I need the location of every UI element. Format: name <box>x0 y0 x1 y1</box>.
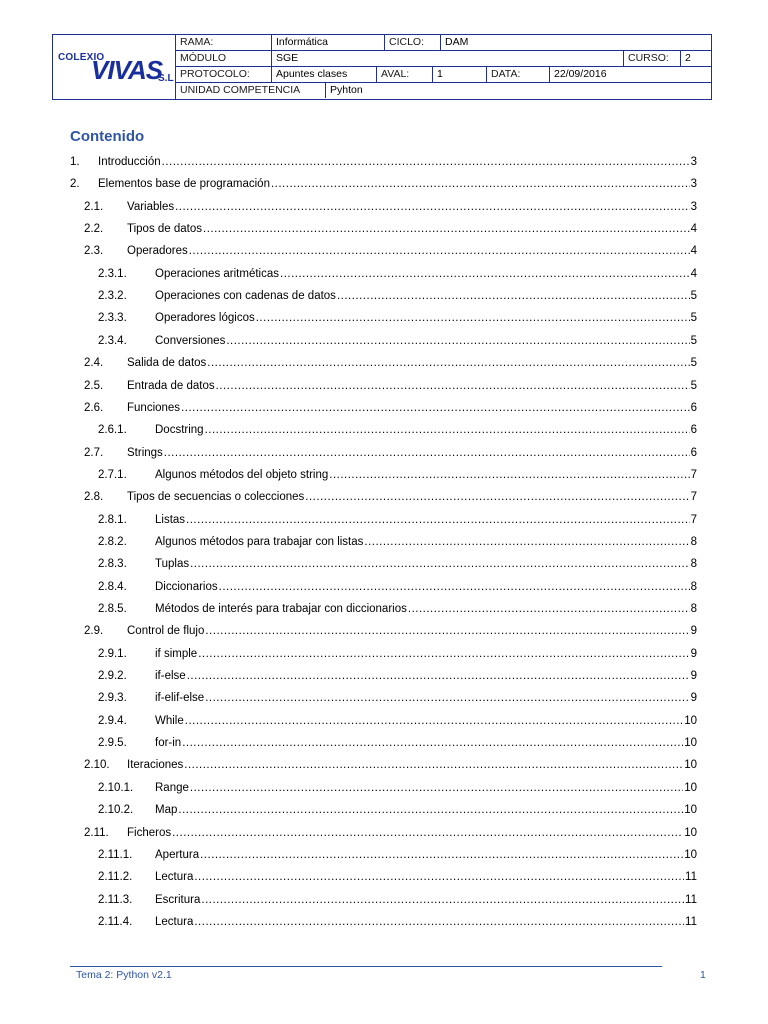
toc-dot-leader <box>205 622 689 640</box>
protocolo-label: PROTOCOLO: <box>176 67 272 82</box>
toc-entry-number: 2.10. <box>84 759 110 772</box>
toc-entry-page: 5 <box>690 290 697 303</box>
toc-entry-page: 10 <box>684 759 697 772</box>
toc-dot-leader <box>205 421 690 439</box>
toc-entry-number: 2.6.1. <box>98 424 127 437</box>
toc-entry-title: Ficheros <box>127 826 172 839</box>
toc-entry-number: 2.4. <box>84 357 104 370</box>
toc-entry[interactable] <box>84 488 697 506</box>
data-label: DATA: <box>487 67 550 82</box>
toc-entry-title: Introducción <box>98 156 161 168</box>
rama-label: RAMA: <box>176 35 272 50</box>
toc-entry-title: Algunos métodos para trabajar con listas <box>155 535 364 548</box>
toc-entry-page: 6 <box>690 446 697 459</box>
ciclo-value: DAM <box>445 36 469 48</box>
toc-entry-title: Apertura <box>155 848 200 861</box>
toc-entry[interactable] <box>70 175 697 193</box>
toc-entry-page: 8 <box>690 603 697 615</box>
toc-dot-leader <box>184 756 683 774</box>
toc-dot-leader <box>201 891 684 909</box>
toc-entry[interactable] <box>84 444 697 462</box>
unidad-value: Pyhton <box>330 84 363 96</box>
toc-entry-title: Tipos de datos <box>127 223 203 236</box>
toc-dot-leader <box>181 399 690 417</box>
toc-entry-page: 11 <box>685 893 697 906</box>
toc-entry-title: for-in <box>155 737 182 750</box>
toc-entry[interactable] <box>98 332 697 350</box>
toc-entry[interactable] <box>98 600 697 618</box>
toc-entry[interactable] <box>84 824 697 842</box>
toc-entry-title: Strings <box>127 446 163 459</box>
toc-entry-page: 7 <box>690 491 697 504</box>
toc-entry-page: 11 <box>685 871 697 884</box>
toc-dot-leader <box>178 801 683 819</box>
toc-entry-number: 2.11.3. <box>98 893 133 906</box>
toc-entry[interactable] <box>98 511 697 529</box>
toc-entry[interactable] <box>98 868 697 886</box>
toc-entry-page: 5 <box>690 357 697 370</box>
toc-entry-number: 2.3.2. <box>98 290 127 303</box>
toc-entry-number: 2.9. <box>84 625 104 638</box>
toc-entry-title: Listas <box>155 513 186 526</box>
toc-entry[interactable] <box>98 846 697 864</box>
toc-entry-page: 10 <box>684 714 697 727</box>
toc-entry-number: 2.5. <box>84 379 104 392</box>
toc-entry-title: Operadores lógicos <box>155 312 255 325</box>
toc-dot-leader <box>198 645 689 663</box>
toc-entry-page: 6 <box>690 401 697 414</box>
toc-entry-number: 2.11.1. <box>98 848 133 861</box>
rama-value: Informática <box>272 35 385 50</box>
toc-entry-number: 2.2. <box>84 223 104 236</box>
toc-entry-title: Lectura <box>155 915 194 928</box>
toc-entry-number: 2.9.4. <box>98 714 127 727</box>
toc-dot-leader <box>164 444 690 462</box>
toc-entry-page: 10 <box>684 826 697 839</box>
toc-dot-leader <box>194 868 684 886</box>
toc-entry-number: 2.8.3. <box>98 558 127 571</box>
toc-entry[interactable] <box>98 779 697 797</box>
toc-entry-title: if-elif-else <box>155 692 205 705</box>
toc-entry-title: Salida de datos <box>127 357 207 370</box>
toc-entry-number: 2.9.2. <box>98 670 127 683</box>
toc-entry[interactable] <box>98 891 697 909</box>
toc-entry-number: 2.8.1. <box>98 513 127 526</box>
toc-entry-page: 3 <box>690 178 697 191</box>
toc-entry-page: 9 <box>690 670 697 683</box>
toc-entry[interactable] <box>98 712 697 730</box>
toc-entry-title: Tipos de secuencias o colecciones <box>127 491 305 504</box>
toc-entry-page: 9 <box>690 647 697 660</box>
toc-entry-page: 6 <box>690 424 697 437</box>
toc-entry-number: 2.3. <box>84 245 104 258</box>
toc-entry-title: Entrada de datos <box>127 379 215 392</box>
toc-dot-leader <box>205 689 689 707</box>
toc-entry[interactable] <box>70 153 697 171</box>
header-row-unidad <box>176 83 711 99</box>
toc-entry-title: Operaciones con cadenas de datos <box>155 290 336 303</box>
toc-entry-page: 3 <box>690 200 697 213</box>
toc-entry[interactable] <box>84 377 697 395</box>
toc-entry[interactable] <box>98 265 697 283</box>
toc-entry[interactable] <box>84 220 697 238</box>
toc-entry-title: Escritura <box>155 893 201 906</box>
toc-dot-leader <box>194 913 684 931</box>
page-number: 1 <box>700 969 706 981</box>
toc-entry-title: Control de flujo <box>127 625 205 638</box>
toc-entry-page: 9 <box>690 625 697 638</box>
toc-dot-leader <box>186 511 690 529</box>
toc-dot-leader <box>187 667 690 685</box>
toc-entry-number: 2.7.1. <box>98 468 127 481</box>
toc-entry-title: While <box>155 714 184 727</box>
toc-entry-number: 2.8.2. <box>98 535 127 548</box>
modulo-value: SGE <box>272 51 624 66</box>
toc-entry-number: 2.8.4. <box>98 580 127 593</box>
modulo-label: MÓDULO <box>176 51 272 66</box>
toc-entry-title: Conversiones <box>155 334 226 347</box>
toc-entry-title: Algunos métodos del objeto string <box>155 468 329 481</box>
toc-entry-title: Tuplas <box>155 558 190 571</box>
unidad-label: UNIDAD COMPETENCIA <box>176 83 326 98</box>
toc-dot-leader <box>162 153 690 171</box>
toc-dot-leader <box>329 466 689 484</box>
toc-entry-number: 2.6. <box>84 401 104 414</box>
toc-entry[interactable] <box>98 555 697 573</box>
toc-entry[interactable] <box>84 354 697 372</box>
toc-dot-leader <box>364 533 689 551</box>
toc-entry-number: 2.1. <box>84 200 104 213</box>
toc-entry[interactable] <box>84 399 697 417</box>
toc-entry-page: 10 <box>684 804 697 817</box>
toc-entry-title: Map <box>155 804 178 817</box>
toc-entry-page: 4 <box>690 245 697 258</box>
toc-entry-number: 2.7. <box>84 446 104 459</box>
toc-entry-page: 7 <box>690 468 697 481</box>
toc-entry[interactable] <box>98 913 697 931</box>
toc-entry-title: Range <box>155 781 189 794</box>
document-header <box>52 34 712 100</box>
toc-entry-title: Funciones <box>127 401 181 414</box>
toc-entry-page: 9 <box>690 692 697 705</box>
toc-dot-leader <box>203 220 690 238</box>
toc-entry-number: 2.9.3. <box>98 692 127 705</box>
toc-entry[interactable] <box>98 466 697 484</box>
toc-entry[interactable] <box>98 309 697 327</box>
header-row-rama <box>176 35 711 51</box>
toc-dot-leader <box>280 265 690 283</box>
toc-entry-title: if-else <box>155 670 186 683</box>
toc-entry[interactable] <box>98 287 697 305</box>
toc-entry-page: 11 <box>685 915 697 928</box>
toc-dot-leader <box>182 734 683 752</box>
toc-entry-title: Variables <box>127 200 175 213</box>
toc-entry[interactable] <box>84 622 697 640</box>
toc-entry-number: 2.10.1. <box>98 781 134 794</box>
toc-dot-leader <box>200 846 683 864</box>
toc-entry-title: Métodos de interés para trabajar con diccionarios <box>155 603 407 615</box>
toc-dot-leader <box>305 488 689 506</box>
toc-dot-leader <box>190 555 690 573</box>
toc-entry[interactable] <box>98 667 697 685</box>
protocolo-value: Apuntes clases <box>272 67 377 82</box>
toc-entry-page: 8 <box>690 558 697 571</box>
toc-entry-title: Docstring <box>155 424 204 437</box>
toc-entry-page: 5 <box>690 334 697 347</box>
toc-entry-page: 4 <box>690 223 697 236</box>
toc-entry[interactable] <box>84 242 697 260</box>
toc-entry[interactable] <box>84 198 697 216</box>
toc-entry-number: 2.3.1. <box>98 267 127 280</box>
toc-entry-page: 10 <box>684 737 697 750</box>
toc-entry-page: 10 <box>684 848 697 861</box>
toc-entry-page: 5 <box>690 312 697 325</box>
toc-entry-page: 3 <box>690 156 697 168</box>
toc-entry-number: 2.10.2. <box>98 804 134 817</box>
header-row-protocolo <box>176 67 711 83</box>
toc-entry-number: 2.8.5. <box>98 603 127 615</box>
curso-label: CURSO: <box>624 51 681 66</box>
toc-entry-number: 2.11.2. <box>98 871 133 884</box>
toc-dot-leader <box>219 578 690 596</box>
toc-entry-number: 2.3.4. <box>98 334 127 347</box>
toc-dot-leader <box>337 287 690 305</box>
toc-dot-leader <box>172 824 683 842</box>
aval-value: 1 <box>433 67 487 82</box>
toc-entry-page: 8 <box>690 580 697 593</box>
toc-dot-leader <box>185 712 683 730</box>
toc-entry-number: 2. <box>70 178 80 191</box>
toc-dot-leader <box>226 332 689 350</box>
toc-heading: Contenido <box>70 128 145 145</box>
toc-entry-title: Elementos base de programación <box>98 178 270 191</box>
toc-entry[interactable] <box>98 689 697 707</box>
toc-entry-title: Lectura <box>155 871 194 884</box>
ciclo-label: CICLO: <box>385 35 441 50</box>
toc-entry-number: 2.11.4. <box>98 915 133 928</box>
toc-dot-leader <box>190 779 683 797</box>
toc-dot-leader <box>271 175 690 193</box>
toc-entry-page: 5 <box>690 379 697 392</box>
toc-dot-leader <box>175 198 690 216</box>
toc-entry[interactable] <box>84 756 697 774</box>
toc-entry[interactable] <box>98 578 697 596</box>
toc-entry-title: Diccionarios <box>155 580 218 593</box>
footer-title: Tema 2: Python v2.1 <box>76 969 172 981</box>
toc-entry-number: 2.3.3. <box>98 312 127 325</box>
curso-value: 2 <box>685 52 691 64</box>
toc-dot-leader <box>207 354 689 372</box>
footer-divider <box>70 966 662 967</box>
toc-entry-number: 2.8. <box>84 491 104 504</box>
toc-entry[interactable] <box>98 801 697 819</box>
toc-dot-leader <box>189 242 690 260</box>
toc-entry-title: Iteraciones <box>127 759 184 772</box>
toc-dot-leader <box>216 377 690 395</box>
toc-entry[interactable] <box>98 533 697 551</box>
toc-entry-title: Operaciones aritméticas <box>155 267 279 280</box>
toc-entry-page: 4 <box>690 267 697 280</box>
header-row-modulo <box>176 51 711 67</box>
toc-entry-number: 1. <box>70 156 80 168</box>
toc-entry-number: 2.9.5. <box>98 737 127 750</box>
toc-entry-page: 7 <box>690 513 697 526</box>
toc-entry-title: Operadores <box>127 245 188 258</box>
aval-label: AVAL: <box>377 67 433 82</box>
data-value: 22/09/2016 <box>554 68 607 80</box>
toc-entry-number: 2.11. <box>84 826 109 839</box>
toc-dot-leader <box>256 309 690 327</box>
toc-entry-number: 2.9.1. <box>98 647 127 660</box>
toc-entry[interactable] <box>98 645 697 663</box>
toc-entry-page: 10 <box>684 781 697 794</box>
school-logo: COLEXIO VIVAS S.L <box>53 35 176 99</box>
toc-dot-leader <box>408 600 690 618</box>
toc-entry-title: if simple <box>155 647 198 660</box>
toc-entry[interactable] <box>98 734 697 752</box>
toc-entry[interactable] <box>98 421 697 439</box>
toc-entry-page: 8 <box>690 535 697 548</box>
